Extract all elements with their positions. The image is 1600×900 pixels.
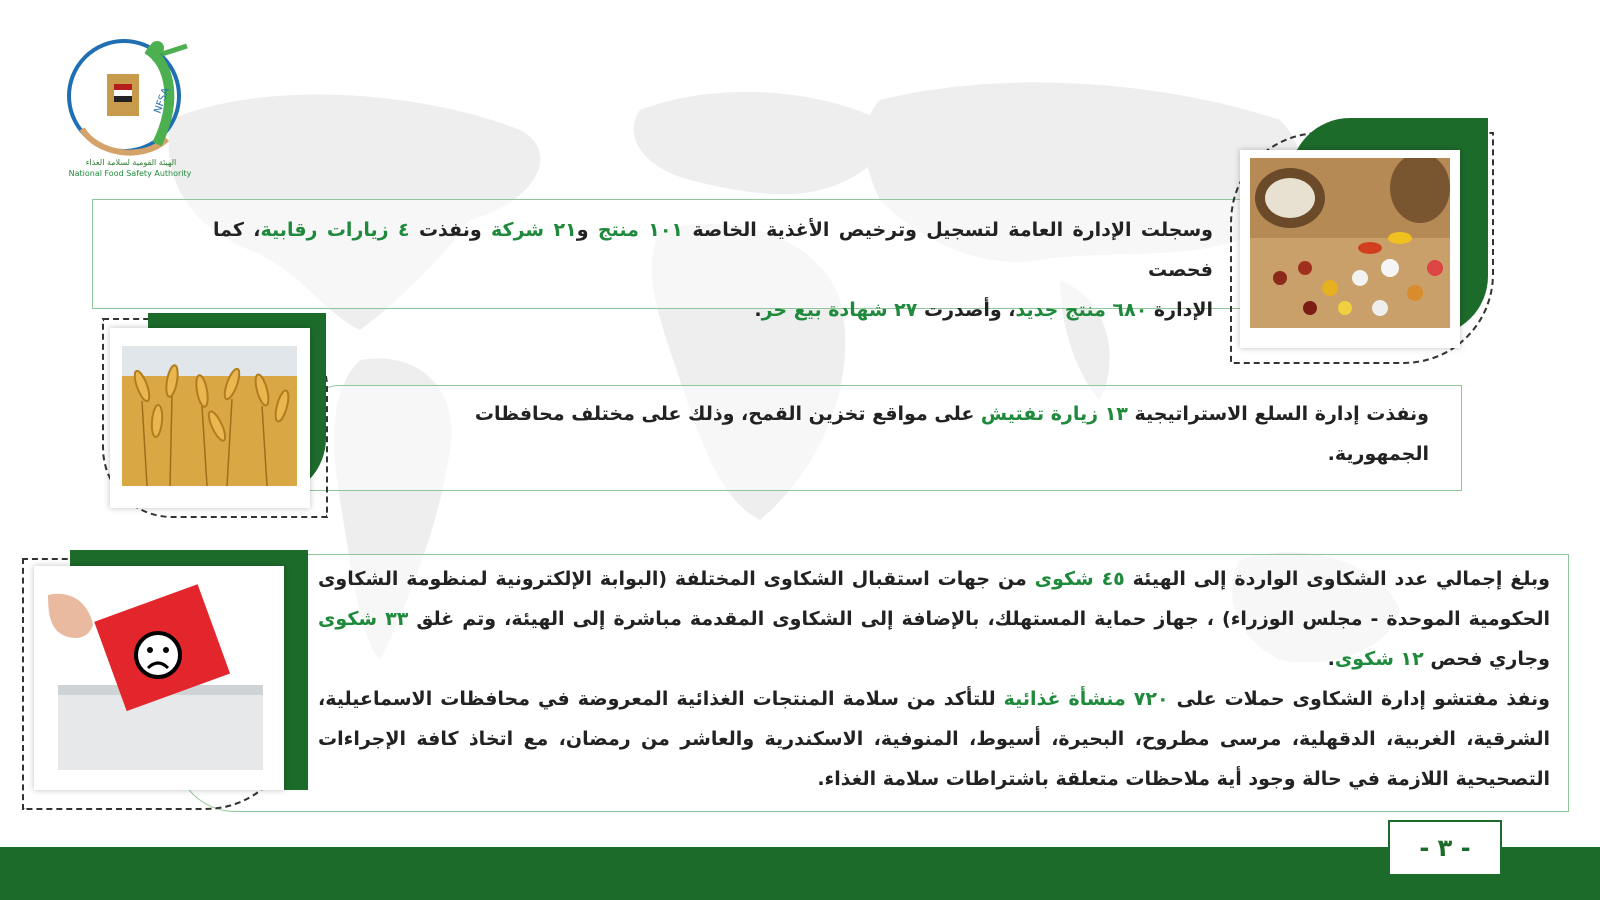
pills-image [1250, 158, 1450, 328]
footer-bar [0, 847, 1600, 900]
section3-paragraph2: ونفذ مفتشو إدارة الشكاوى حملات على ٧٢٠ منشأة غذائية للتأكد من سلامة المنتجات الغذائية المعروضة في محافظات الاسماعيلية، الشرقية، الغربية، الدقهلية، مرسى مطروح، البحيرة، أسيوط، المنوفية، الاسكندرية والعاشر من رمضان، مع اتخاذ كافة الإجراءات التصحيحية اللازمة في حالة وجود أية ملاحظات متعلقة باشتراطات سلامة الغذاء. [318, 688, 1550, 790]
section-complaints [175, 554, 1569, 812]
section-special-foods [92, 199, 1254, 321]
page-number: - ٣ - [1388, 820, 1502, 876]
logo-badge-text: NFSA [152, 86, 172, 116]
section3-paragraph1: وبلغ إجمالي عدد الشكاوى الواردة إلى الهيئة ٤٥ شكوى من جهات استقبال الشكاوى المختلفة (البوابة الإلكترونية لمنظومة الشكاوى الحكومية الموحدة - مجلس الوزراء) ، جهاز حماية المستهلك، بالإضافة إلى الشكاوى المقدمة مباشرة إلى الهيئة، وتم غلق ٣٣ شكوى وجاري فحص ١٢ شكوى. [318, 568, 1550, 670]
complaint-ballot-image [48, 580, 268, 770]
section1-text: وسجلت الإدارة العامة لتسجيل وترخيص الأغذية الخاصة ١٠١ منتج و٢١ شركة ونفذت ٤ زيارات رقابية، كما فحصت الإدارة ٦٨٠ منتج جديد، وأصدرت ٢٧ شهادة بيع حر. [213, 219, 1213, 321]
logo-arabic-text: الهيئة القومية لسلامة الغذاء [85, 158, 177, 167]
section-strategic-goods [300, 385, 1462, 491]
section2-text: ونفذت إدارة السلع الاستراتيجية ١٣ زيارة تفتيش على مواقع تخزين القمح، وذلك على مختلف محافظات الجمهورية. [474, 403, 1429, 465]
logo-english-text: National Food Safety Authority [68, 169, 192, 178]
wheat-image [122, 346, 297, 486]
